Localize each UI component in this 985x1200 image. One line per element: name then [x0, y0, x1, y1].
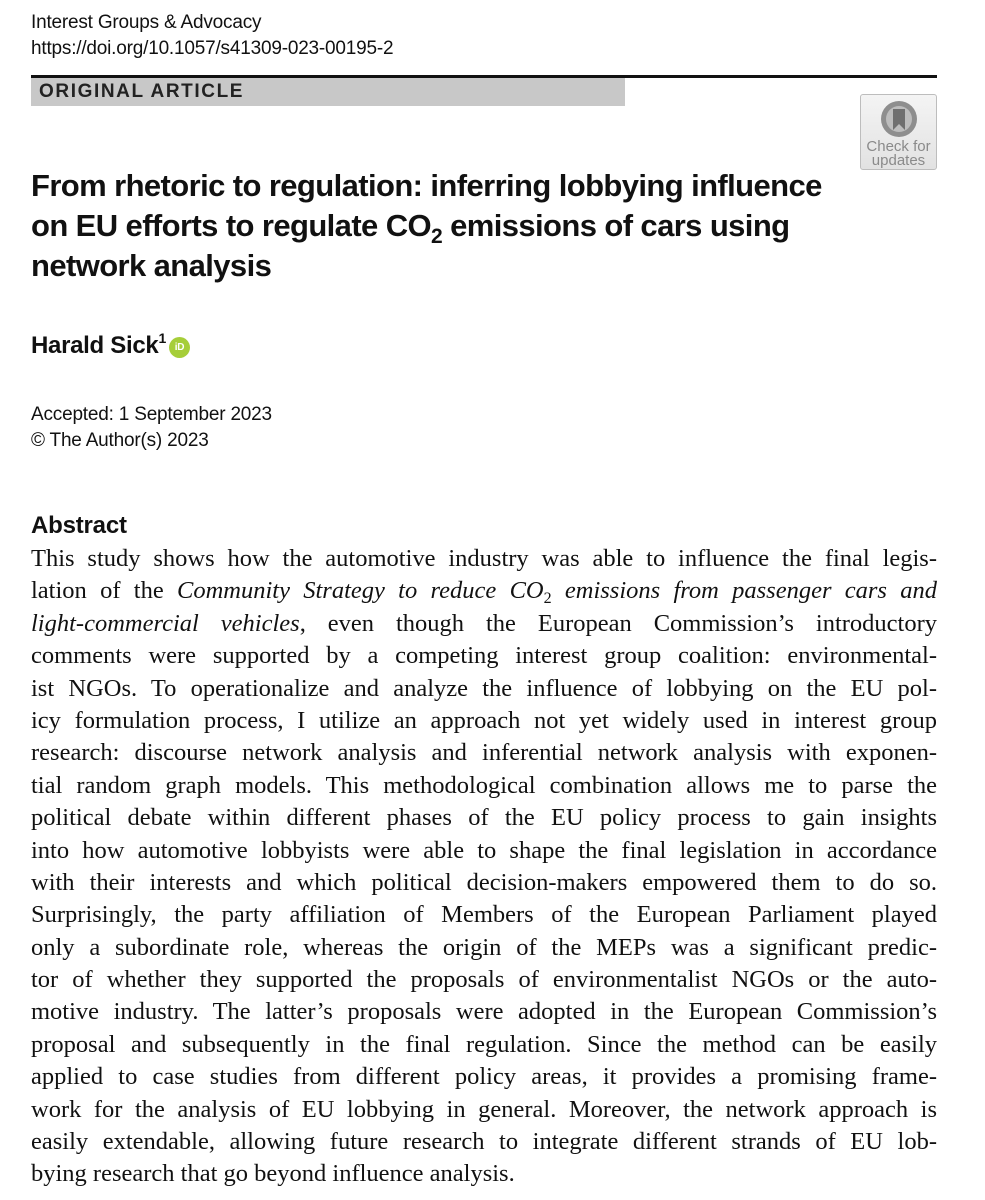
bookmark-circle-icon — [879, 99, 919, 139]
copyright: © The Author(s) 2023 — [31, 430, 209, 451]
title-line-1: From rhetoric to regulation: inferring lobbying influence — [31, 168, 822, 203]
abstract-line: This study shows how the automotive industry was able to influence the final legis- — [31, 545, 937, 572]
abstract-line: comments were supported by a competing interest group coalition: environmental- — [31, 642, 937, 670]
strategy-title-italic: Community Strategy to reduce CO — [177, 577, 544, 605]
abstract-line: bying research that go beyond influence analysis. — [31, 1160, 515, 1188]
abstract-text: lation of the — [31, 577, 177, 605]
accepted-date: Accepted: 1 September 2023 — [31, 404, 272, 425]
title-subscript: 2 — [431, 225, 443, 248]
abstract-line: motive industry. The latter’s proposals were adopted in the European Commission’s — [31, 998, 937, 1026]
abstract-line: political debate within different phases of the EU policy process to gain insights — [31, 804, 937, 832]
abstract-subscript: 2 — [543, 590, 552, 608]
abstract-text: , even though the European Commission’s introductory — [299, 609, 937, 637]
author-name[interactable]: Harald Sick — [31, 332, 159, 359]
check-for-updates-button[interactable] — [860, 94, 937, 170]
abstract-line: with their interests and which political decision-makers empowered them to do so. — [31, 868, 937, 896]
author — [31, 330, 190, 362]
abstract-line: icy formulation process, I utilize an approach not yet widely used in interest group — [31, 706, 937, 734]
abstract-line: into how automotive lobbyists were able to shape the final legislation in accordance — [31, 836, 937, 864]
title-line-2-text: on EU efforts to regulate CO — [31, 208, 432, 243]
article-type-label: ORIGINAL ARTICLE — [39, 81, 245, 102]
abstract-line: research: discourse network analysis and inferential network analysis with exponen- — [31, 739, 937, 767]
abstract-line — [31, 575, 937, 607]
title-line-2-rest: emissions of cars using — [442, 208, 790, 243]
article-title — [31, 166, 851, 286]
title-line-2 — [31, 206, 851, 246]
orcid-icon[interactable]: iD — [169, 337, 190, 358]
article-type-banner — [31, 78, 625, 106]
abstract-line — [31, 608, 937, 640]
abstract-line: Surprisingly, the party affiliation of Members of the European Parliament played — [31, 901, 937, 929]
doi-link[interactable]: https://doi.org/10.1057/s41309-023-00195-2 — [31, 38, 394, 59]
title-line-3: network analysis — [31, 248, 272, 283]
check-updates-line2: updates — [871, 152, 926, 169]
check-updates-line1: Check for — [866, 138, 931, 155]
abstract-line: applied to case studies from different policy areas, it provides a promising frame- — [31, 1063, 937, 1091]
abstract-heading: Abstract — [31, 512, 127, 539]
abstract-line: ist NGOs. To operationalize and analyze the influence of lobbying on the EU pol- — [31, 674, 937, 702]
abstract-line: work for the analysis of EU lobbying in general. Moreover, the network approach is — [31, 1095, 937, 1123]
abstract-line: easily extendable, allowing future research to integrate different strands of EU lob- — [31, 1128, 937, 1156]
abstract-line: tial random graph models. This methodological combination allows me to parse the — [31, 771, 937, 799]
abstract-line: proposal and subsequently in the final regulation. Since the method can be easily — [31, 1030, 937, 1058]
abstract-line: only a subordinate role, whereas the origin of the MEPs was a significant predic- — [31, 933, 937, 961]
strategy-title-italic-end: light-commercial vehicles — [31, 609, 300, 637]
abstract-line: tor of whether they supported the proposals of environmentalist NGOs or the auto- — [31, 966, 937, 994]
abstract-body — [31, 543, 937, 1191]
strategy-title-italic-cont: emissions from passenger cars and — [551, 577, 937, 605]
author-affiliation-marker: 1 — [158, 330, 166, 346]
journal-name: Interest Groups & Advocacy — [31, 12, 262, 33]
